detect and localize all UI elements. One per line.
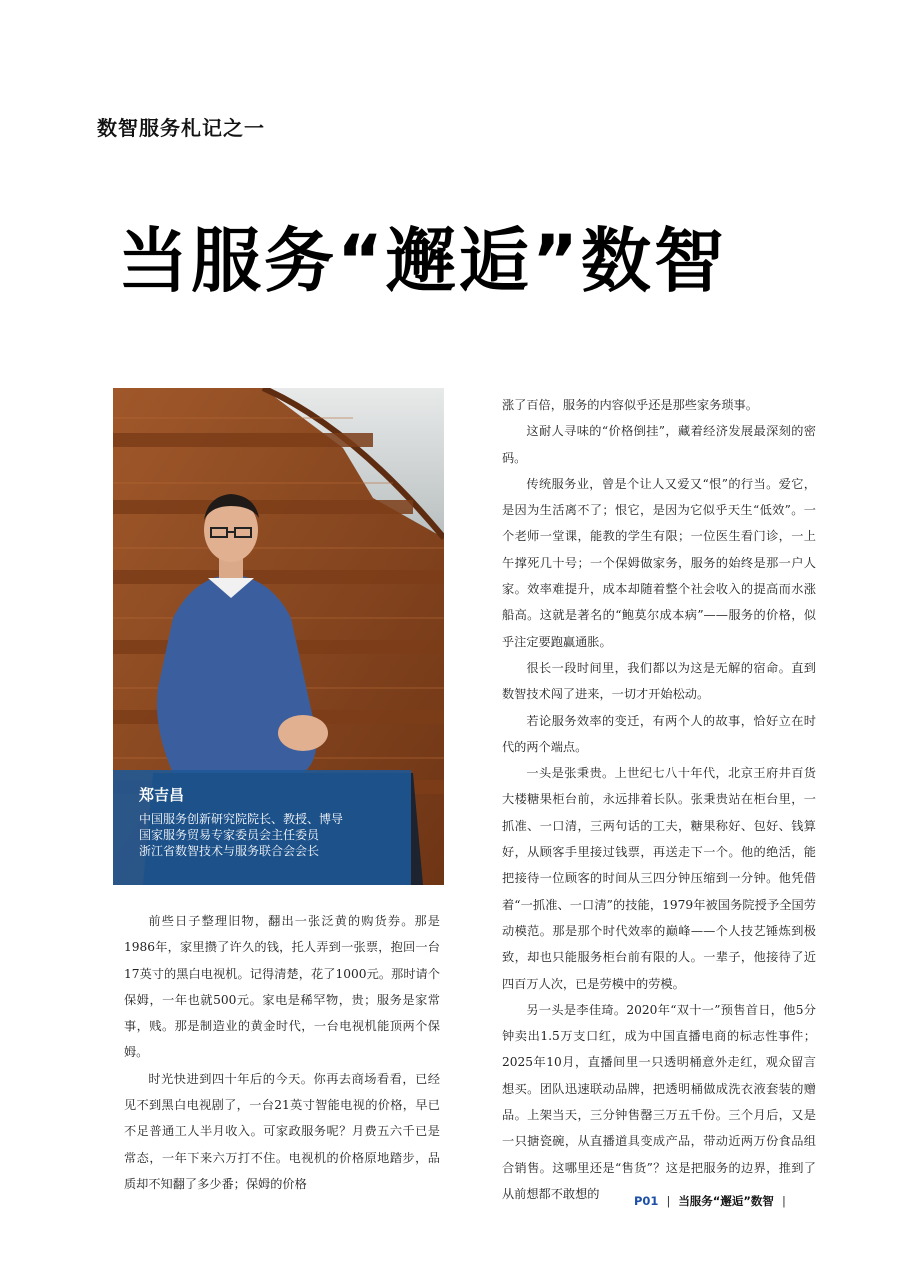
caption-line: 中国服务创新研究院院长、教授、博导 (139, 812, 344, 826)
page-footer (634, 1193, 794, 1209)
page-number: P01 (634, 1194, 659, 1208)
paragraph: 这耐人寻味的“价格倒挂”，藏着经济发展最深刻的密码。 (502, 424, 816, 465)
footer-separator: | (666, 1194, 671, 1208)
body-column-right (502, 392, 816, 1207)
caption-name: 郑吉昌 (139, 786, 185, 804)
photo-caption (113, 770, 411, 885)
paragraph: 一头是张秉贵。上世纪七八十年代，北京王府井百货大楼糖果柜台前，永远排着长队。张秉贵站在柜台里，一抓准、一口清，三两句话的工夫，糖果称好、包好、钱算好，从顾客手里接过钱票，再送走下一个。他的绝活，能把接待一位顾客的时间从三四分钟压缩到一分钟。他凭借着“一抓准、一口清”的技能，1979年被国务院授予全国劳动模范。那是那个时代效率的巅峰——个人技艺锤炼到极致，却也只能服务柜台前有限的人。一辈子，他接待了近四百万人次，已是劳模中的劳模。 (502, 766, 816, 991)
paragraph: 另一头是李佳琦。2020年“双十一”预售首日，他5分钟卖出1.5万支口红，成为中国直播电商的标志性事件；2025年10月，直播间里一只透明桶意外走红，观众留言想买。团队迅速联动品牌，把透明桶做成洗衣液套装的赠品。上架当天，三分钟售罄三万五千份。三个月后，又是一只搪瓷碗，从直播道具变成产品，带动近两万份食品组合销售。这哪里还是“售货”？这是把服务的边界，推到了从前想都不敢想的 (502, 1002, 816, 1201)
body-column-left (124, 908, 440, 1197)
footer-title: 当服务“邂逅”数智 (678, 1194, 774, 1208)
paragraph: 时光快进到四十年后的今天。你再去商场看看，已经见不到黑白电视剧了，一台21英寸智能电视的价格，早已不足普通工人半月收入。可家政服务呢？月费五六千已是常态，一年下来六万打不住。电视机的价格原地踏步，品质却不知翻了多少番；保姆的价格 (124, 1071, 440, 1191)
portrait-photo (113, 388, 444, 885)
series-label: 数智服务札记之一 (97, 116, 265, 140)
footer-end-mark: | (781, 1194, 786, 1208)
paragraph: 传统服务业，曾是个让人又爱又“恨”的行当。爱它，是因为生活离不了；恨它，是因为它似乎天生“低效”。一个老师一堂课，能教的学生有限；一位医生看门诊，一上午撑死几十号；一个保姆做家务，服务的始终是那一户人家。效率难提升，成本却随着整个社会收入的提高而水涨船高。这就是著名的“鲍莫尔成本病”——服务的价格，似乎注定要跑赢通胀。 (502, 476, 816, 649)
paragraph: 前些日子整理旧物，翻出一张泛黄的购货券。那是1986年，家里攒了许久的钱，托人弄到一张票，抱回一台17英寸的黑白电视机。记得清楚，花了1000元。那时请个保姆，一年也就500元。家电是稀罕物，贵；服务是家常事，贱。那是制造业的黄金时代，一台电视机能顶两个保姆。 (124, 914, 440, 1060)
headline: 当服务“邂逅”数智 (118, 220, 728, 302)
caption-line: 浙江省数智技术与服务联合会会长 (139, 844, 320, 858)
paragraph: 若论服务效率的变迁，有两个人的故事，恰好立在时代的两个端点。 (502, 713, 816, 754)
paragraph: 很长一段时间里，我们都以为这是无解的宿命。直到数智技术闯了进来，一切才开始松动。 (502, 660, 816, 702)
paragraph: 涨了百倍，服务的内容似乎还是那些家务琐事。 (502, 398, 758, 412)
caption-line: 国家服务贸易专家委员会主任委员 (139, 828, 320, 842)
